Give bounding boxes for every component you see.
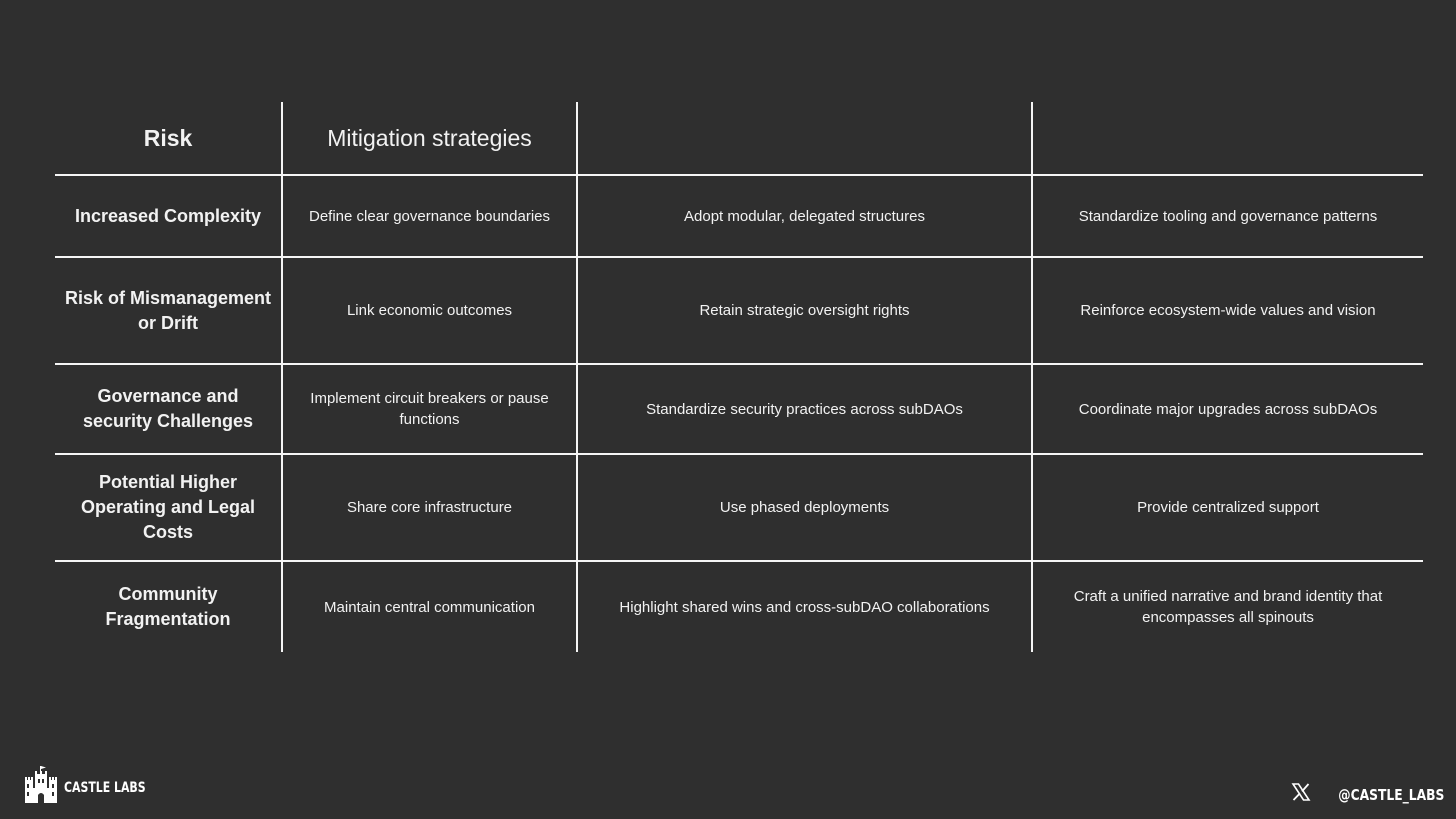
risk-cell: Potential Higher Operating and Legal Costs — [55, 455, 283, 562]
strategy-cell: Reinforce ecosystem-wide values and vision — [1033, 258, 1423, 365]
social-handle — [1291, 782, 1444, 807]
header-risk: Risk — [55, 102, 283, 176]
strategy-cell: Coordinate major upgrades across subDAOs — [1033, 365, 1423, 455]
strategy-cell: Standardize tooling and governance patterns — [1033, 176, 1423, 258]
strategy-cell: Retain strategic oversight rights — [578, 258, 1033, 365]
strategy-cell: Implement circuit breakers or pause functions — [283, 365, 578, 455]
risk-cell: Community Fragmentation — [55, 562, 283, 652]
handle-text: @CASTLE_LABS — [1337, 785, 1444, 804]
brand-name: CASTLE LABS — [64, 779, 146, 796]
header-empty-cell — [1033, 102, 1423, 176]
castle-icon — [24, 766, 58, 809]
x-logo-icon — [1291, 782, 1311, 807]
risk-cell: Governance and security Challenges — [55, 365, 283, 455]
strategy-cell: Highlight shared wins and cross-subDAO collaborations — [578, 562, 1033, 652]
header-mitigation: Mitigation strategies — [283, 102, 578, 176]
strategy-cell: Maintain central communication — [283, 562, 578, 652]
strategy-cell: Provide centralized support — [1033, 455, 1423, 562]
risk-mitigation-table — [55, 102, 1423, 652]
strategy-cell: Craft a unified narrative and brand identity that encompasses all spinouts — [1073, 588, 1383, 626]
strategy-cell: Define clear governance boundaries — [283, 176, 578, 258]
strategy-cell: Link economic outcomes — [283, 258, 578, 365]
strategy-cell: Adopt modular, delegated structures — [578, 176, 1033, 258]
castle-labs-logo — [24, 766, 169, 809]
header-empty-cell — [578, 102, 1033, 176]
strategy-cell: Share core infrastructure — [283, 455, 578, 562]
risk-cell: Increased Complexity — [55, 176, 283, 258]
strategy-cell: Standardize security practices across subDAOs — [578, 365, 1033, 455]
risk-cell: Risk of Mismanagement or Drift — [55, 258, 283, 365]
strategy-cell: Use phased deployments — [578, 455, 1033, 562]
